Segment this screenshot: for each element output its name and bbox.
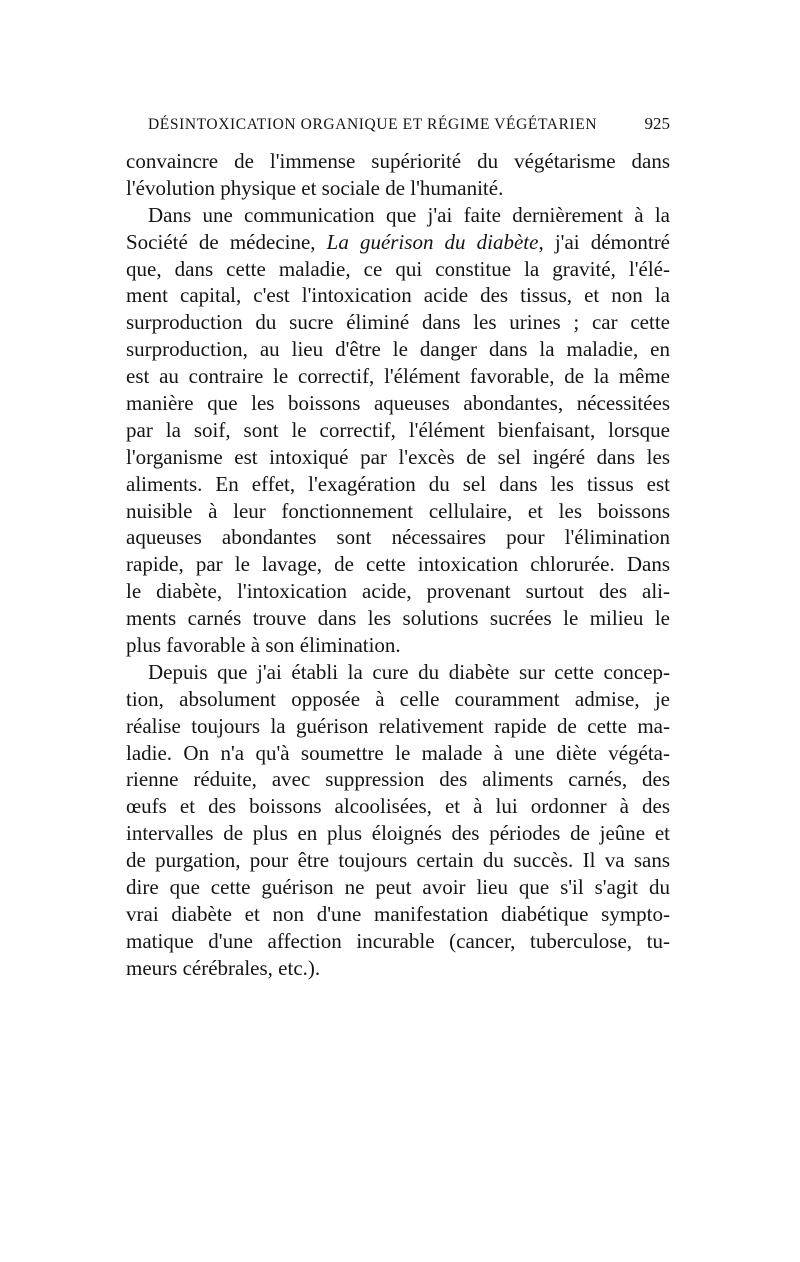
running-title: DÉSINTOXICATION ORGANIQUE ET RÉGIME VÉGÉTARIEN bbox=[148, 116, 598, 133]
text-line: ment capital, c'est l'intoxication acide des tissus, et non la bbox=[126, 283, 670, 308]
paragraph-1 bbox=[126, 148, 670, 202]
book-page bbox=[126, 114, 670, 982]
paragraph-2 bbox=[126, 202, 670, 659]
body-text bbox=[126, 148, 670, 982]
text-line: l'organisme est intoxiqué par l'excès de sel ingéré dans les bbox=[126, 444, 670, 469]
text-line: réalise toujours la guérison relativement rapide de cette ma- bbox=[126, 713, 670, 738]
text-line: intervalles de plus en plus éloignés des périodes de jeûne et bbox=[126, 821, 670, 846]
page-number: 925 bbox=[644, 114, 670, 133]
text-line: aliments. En effet, l'exagération du sel dans les tissus est bbox=[126, 471, 670, 496]
text-line: que, dans cette maladie, ce qui constitue la gravité, l'élé- bbox=[126, 256, 670, 281]
text-line: ladie. On n'a qu'à soumettre le malade à une diète végéta- bbox=[126, 740, 670, 765]
text-line: le diabète, l'intoxication acide, provenant surtout des ali- bbox=[126, 579, 670, 604]
text-line: est au contraire le correctif, l'élément favorable, de la même bbox=[126, 364, 670, 389]
text-segment: Société de médecine, bbox=[126, 229, 316, 254]
text-line: aqueuses abondantes sont nécessaires pour l'élimination bbox=[126, 525, 670, 550]
text-line: tion, absolument opposée à celle couramment admise, je bbox=[126, 686, 670, 711]
italic-book-title: La guérison du diabète bbox=[326, 229, 539, 254]
text-line: meurs cérébrales, etc.). bbox=[126, 955, 321, 980]
text-line-with-title bbox=[126, 229, 670, 256]
text-line: rienne réduite, avec suppression des aliments carnés, des bbox=[126, 767, 670, 792]
text-line: œufs et des boissons alcoolisées, et à lui ordonner à des bbox=[126, 794, 670, 819]
text-line: convaincre de l'immense supériorité du végétarisme dans bbox=[126, 149, 670, 173]
text-line: dire que cette guérison ne peut avoir lieu que s'il s'agit du bbox=[126, 875, 670, 900]
text-line: l'évolution physique et sociale de l'humanité. bbox=[126, 175, 504, 200]
text-line: ments carnés trouve dans les solutions sucrées le milieu le bbox=[126, 606, 670, 631]
text-line: de purgation, pour être toujours certain du succès. Il va sans bbox=[126, 848, 670, 873]
running-head bbox=[126, 114, 670, 134]
text-line: vrai diabète et non d'une manifestation diabétique sympto- bbox=[126, 901, 670, 926]
text-line: matique d'une affection incurable (cancer, tuberculose, tu- bbox=[126, 928, 670, 953]
text-segment: , j'ai démontré bbox=[538, 229, 671, 254]
text-line: surproduction, au lieu d'être le danger dans la maladie, en bbox=[126, 337, 670, 362]
text-line: par la soif, sont le correctif, l'élément bienfaisant, lorsque bbox=[126, 417, 670, 442]
paragraph-3 bbox=[126, 659, 670, 982]
text-line: surproduction du sucre éliminé dans les urines ; car cette bbox=[126, 310, 670, 335]
text-line: plus favorable à son élimination. bbox=[126, 633, 401, 658]
text-line: Dans une communication que j'ai faite dernièrement à la bbox=[148, 202, 670, 227]
text-line: rapide, par le lavage, de cette intoxication chlorurée. Dans bbox=[126, 552, 670, 577]
text-line: nuisible à leur fonctionnement cellulaire, et les boissons bbox=[126, 498, 670, 523]
text-line: Depuis que j'ai établi la cure du diabète sur cette concep- bbox=[148, 659, 670, 684]
text-line: manière que les boissons aqueuses abondantes, nécessitées bbox=[126, 391, 670, 416]
